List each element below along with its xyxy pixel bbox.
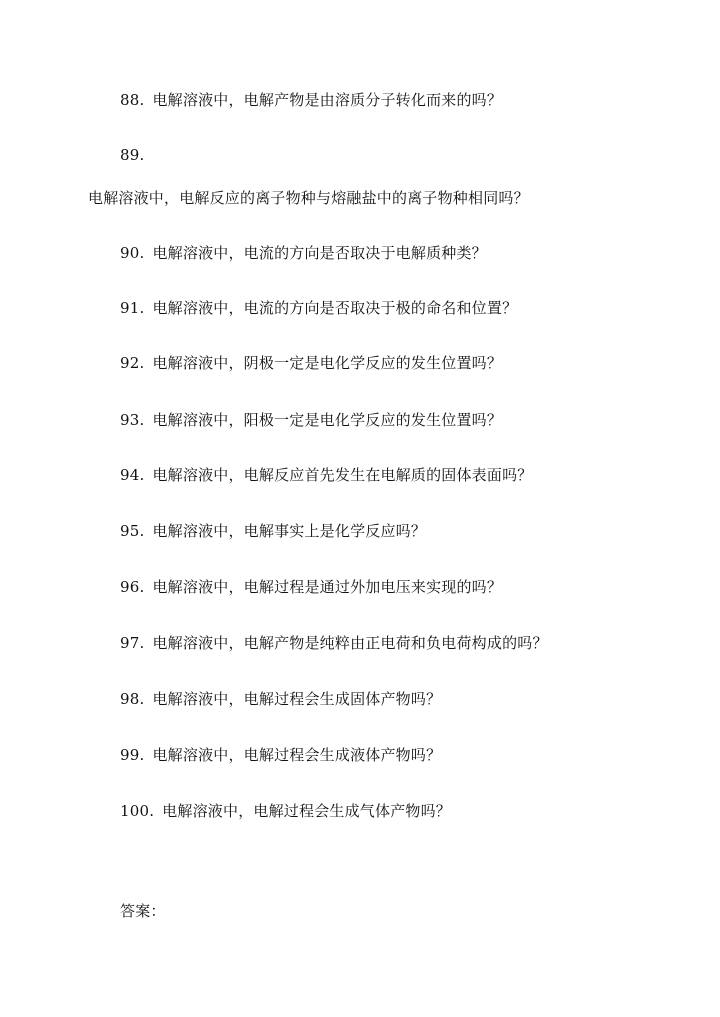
question-96 [120,577,502,597]
question-88 [120,90,502,110]
question-text: 电解溶液中，电解产物是纯粹由正电荷和负电荷构成的吗？ [152,634,548,652]
question-number: 88. [120,91,145,109]
question-number: 90. [120,244,145,262]
question-89-text [88,188,529,208]
question-90 [120,243,487,263]
question-text: 电解溶液中，电解产物是由溶质分子转化而来的吗？ [152,91,503,109]
question-text: 电解溶液中，阴极一定是电化学反应的发生位置吗？ [152,354,503,372]
question-number: 100. [120,802,155,820]
question-number: 96. [120,578,145,596]
question-number: 94. [120,466,145,484]
question-number: 99. [120,746,145,764]
question-93 [120,410,502,430]
question-number: 97. [120,634,145,652]
question-99 [120,745,441,765]
question-text: 电解溶液中，电解过程会生成气体产物吗？ [162,802,452,820]
question-97 [120,633,548,653]
question-text: 电解溶液中，电流的方向是否取决于极的命名和位置？ [152,299,518,317]
question-text: 电解溶液中，阳极一定是电化学反应的发生位置吗？ [152,411,503,429]
question-94 [120,465,532,485]
question-95 [120,521,426,541]
question-98 [120,689,441,709]
question-91 [120,298,517,318]
question-text: 电解溶液中，电解反应的离子物种与熔融盐中的离子物种相同吗？ [88,189,529,207]
question-text: 电解溶液中，电解过程是通过外加电压来实现的吗？ [152,578,503,596]
question-number: 95. [120,522,145,540]
question-number: 98. [120,690,145,708]
question-text: 电解溶液中，电解过程会生成液体产物吗？ [152,746,442,764]
question-number: 93. [120,411,145,429]
question-text: 电解溶液中，电解反应首先发生在电解质的固体表面吗？ [152,466,533,484]
question-92 [120,353,502,373]
answer-heading [120,901,166,921]
question-text: 电解溶液中，电解过程会生成固体产物吗？ [152,690,442,708]
question-text: 电解溶液中，电流的方向是否取决于电解质种类？ [152,244,487,262]
question-number: 91. [120,299,145,317]
question-number: 92. [120,354,145,372]
answer-heading-text: 答案： [120,902,166,920]
question-100 [120,801,451,821]
question-text: 电解溶液中，电解事实上是化学反应吗？ [152,522,427,540]
question-number: 89. [120,146,145,164]
question-89-number [120,145,144,165]
